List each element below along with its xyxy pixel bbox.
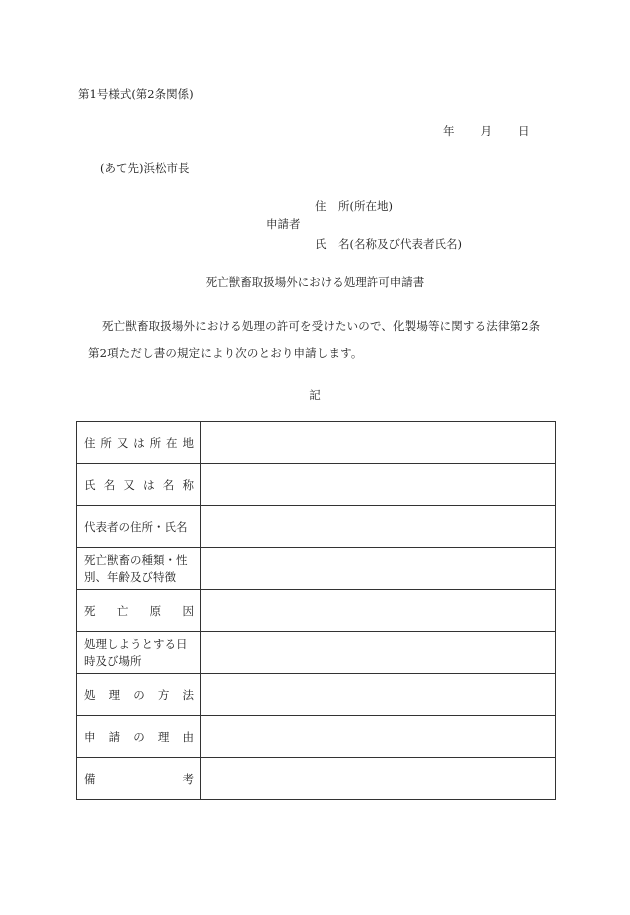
row-address-field[interactable] <box>201 422 556 464</box>
table-row <box>77 758 556 800</box>
row-application-reason-label <box>77 716 201 758</box>
label-text: 備 考 <box>84 771 194 786</box>
table-row <box>77 422 556 464</box>
form-number: 第1号様式(第2条関係) <box>78 87 194 101</box>
application-table <box>76 421 556 800</box>
row-processing-method-label <box>77 674 201 716</box>
table-row <box>77 506 556 548</box>
row-remarks-label <box>77 758 201 800</box>
label-text: 処理しようとする日時及び場所 <box>84 636 188 668</box>
applicant-label: 申請者 <box>266 217 301 231</box>
applicant-address-label: 住 所(所在地) <box>315 199 393 213</box>
document-title: 死亡獣畜取扱場外における処理許可申請書 <box>205 275 425 289</box>
date-year-label: 年 <box>443 124 455 138</box>
label-text: 処 理 の 方 法 <box>84 687 194 702</box>
table-row <box>77 590 556 632</box>
table-row <box>77 716 556 758</box>
label-text: 住 所 又 は 所 在 地 <box>84 435 194 450</box>
addressee: (あて先)浜松市長 <box>100 161 190 175</box>
row-livestock-type-field[interactable] <box>201 548 556 590</box>
table-row <box>77 674 556 716</box>
body-text-line-2: 第2項ただし書の規定により次のとおり申請します。 <box>88 346 363 360</box>
applicant-name-label: 氏 名(名称及び代表者氏名) <box>315 237 462 251</box>
row-application-reason-field[interactable] <box>201 716 556 758</box>
date-day-label: 日 <box>518 124 530 138</box>
row-livestock-type-label <box>77 548 201 590</box>
label-text: 氏 名 又 は 名 称 <box>84 477 194 492</box>
ki-heading: 記 <box>309 388 321 402</box>
table-row <box>77 464 556 506</box>
table-row <box>77 548 556 590</box>
label-text: 死 亡 原 因 <box>84 603 194 618</box>
row-cause-of-death-label <box>77 590 201 632</box>
label-text: 代表者の住所・氏名 <box>84 519 188 534</box>
row-cause-of-death-field[interactable] <box>201 590 556 632</box>
label-text: 死亡獣畜の種類・性別、年齢及び特徴 <box>84 552 188 584</box>
date-line <box>443 123 530 139</box>
row-name-label <box>77 464 201 506</box>
row-processing-datetime-place-field[interactable] <box>201 632 556 674</box>
row-processing-method-field[interactable] <box>201 674 556 716</box>
row-processing-datetime-place-label <box>77 632 201 674</box>
row-remarks-field[interactable] <box>201 758 556 800</box>
row-name-field[interactable] <box>201 464 556 506</box>
body-text-line-1: 死亡獣畜取扱場外における処理の許可を受けたいので、化製場等に関する法律第2条 <box>102 319 541 333</box>
row-representative-label <box>77 506 201 548</box>
table-row <box>77 632 556 674</box>
row-representative-field[interactable] <box>201 506 556 548</box>
row-address-label <box>77 422 201 464</box>
date-month-label: 月 <box>480 124 492 138</box>
label-text: 申 請 の 理 由 <box>84 729 194 744</box>
